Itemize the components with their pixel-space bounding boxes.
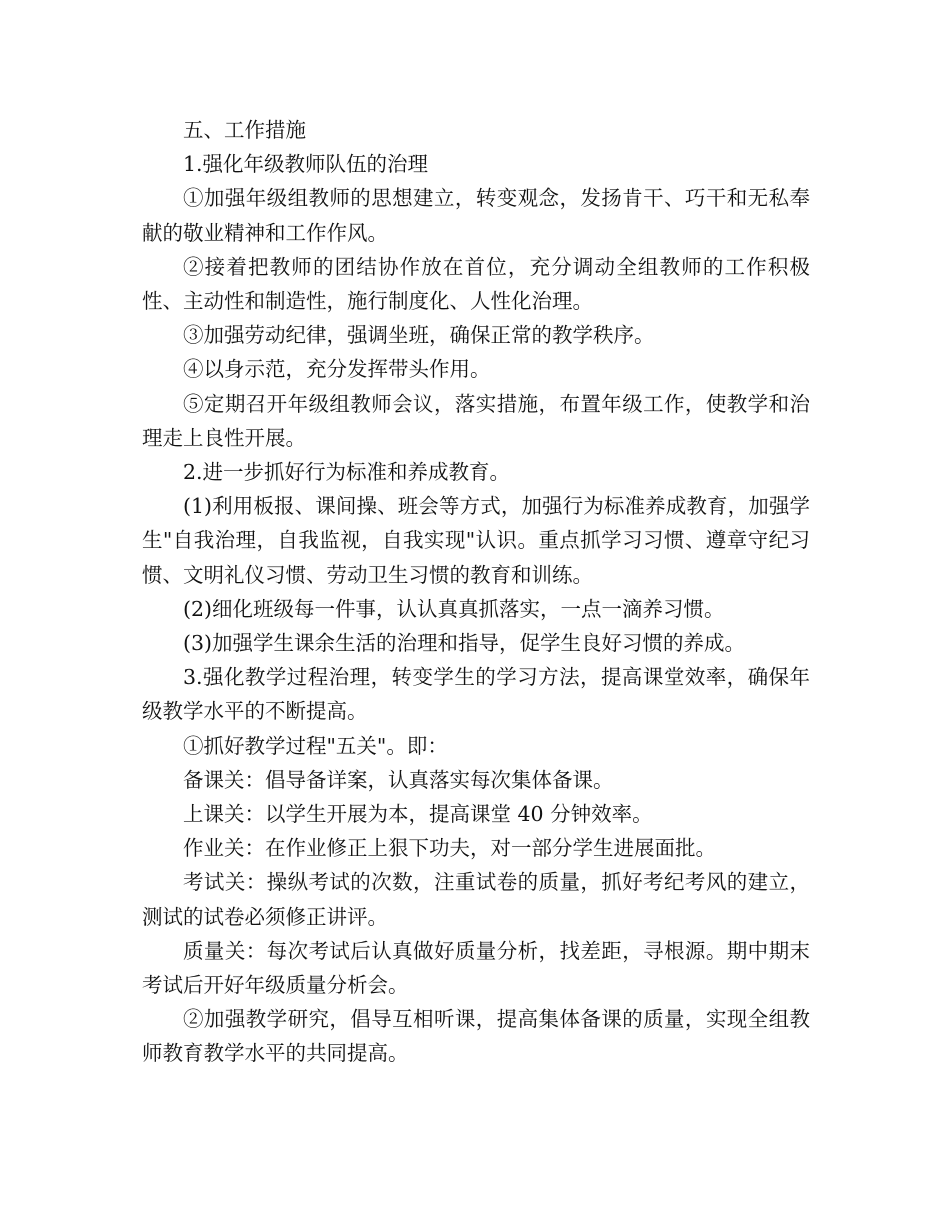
- paragraph: 考试关：操纵考试的次数，注重试卷的质量，抓好考纪考风的建立，测试的试卷必须修正讲评。: [142, 870, 810, 929]
- paragraph: 上课关：以学生开展为本，提高课堂 40 分钟效率。: [183, 802, 653, 827]
- paragraph: ②加强教学研究，倡导互相听课，提高集体备课的质量，实现全组教师教育教学水平的共同提高。: [142, 1007, 810, 1066]
- paragraph: 备课关：倡导备详案，认真落实每次集体备课。: [183, 767, 614, 792]
- paragraph: (1)利用板报、课间操、班会等方式，加强行为标准养成教育，加强学生"自我治理，自我监视，自我实现"认识。重点抓学习习惯、遵章守纪习惯、文明礼仪习惯、劳动卫生习惯的教育和训练。: [142, 494, 810, 587]
- paragraph: (3)加强学生课余生活的治理和指导，促学生良好习惯的养成。: [183, 631, 746, 656]
- subsection-heading-2: 2.进一步抓好行为标准和养成教育。: [183, 460, 511, 485]
- document-body: [142, 113, 810, 1071]
- paragraph: ④以身示范，充分发挥带头作用。: [183, 357, 491, 382]
- paragraph: (2)细化班级每一件事，认认真真抓落实，一点一滴养习惯。: [183, 596, 725, 621]
- section-heading: 五、工作措施: [183, 118, 306, 142]
- paragraph: ②接着把教师的团结协作放在首位，充分调动全组教师的工作积极性、主动性和制造性，施行制度化、人性化治理。: [142, 254, 810, 314]
- paragraph: 质量关：每次考试后认真做好质量分析，找差距，寻根源。期中期末考试后开好年级质量分析会。: [142, 938, 810, 998]
- paragraph: 作业关：在作业修正上狠下功夫，对一部分学生进展面批。: [183, 836, 716, 861]
- paragraph: ①加强年级组教师的思想建立，转变观念，发扬肯干、巧干和无私奉献的敬业精神和工作作风。: [142, 186, 810, 245]
- paragraph: ③加强劳动纪律，强调坐班，确保正常的教学秩序。: [183, 323, 655, 348]
- paragraph: ①抓好教学过程"五关"。即：: [183, 733, 448, 758]
- subsection-heading-1: 1.强化年级教师队伍的治理: [183, 152, 429, 177]
- subsection-heading-3: 3.强化教学过程治理，转变学生的学习方法，提高课堂效率，确保年级教学水平的不断提高。: [142, 665, 810, 724]
- paragraph: ⑤定期召开年级组教师会议，落实措施，布置年级工作，使教学和治理走上良性开展。: [142, 391, 810, 450]
